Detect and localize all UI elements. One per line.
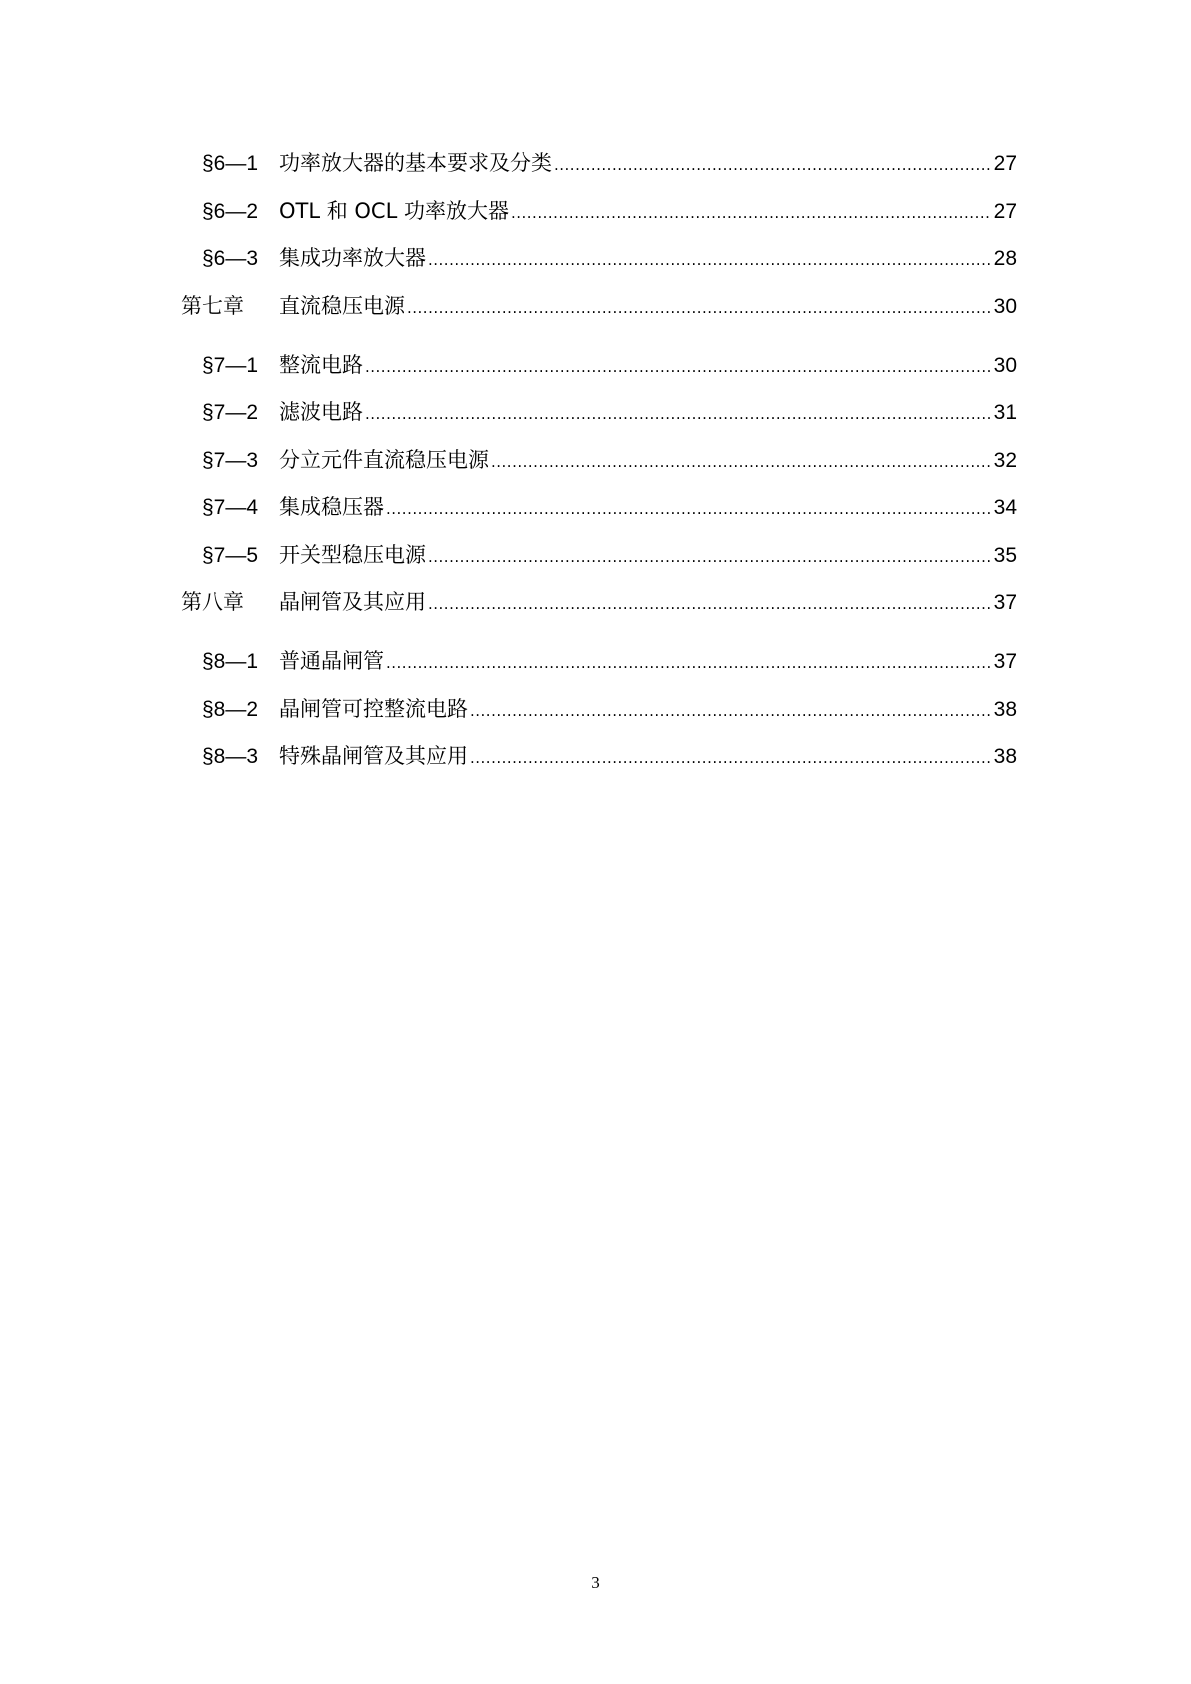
toc-entry-title: OTL 和 OCL 功率放大器 bbox=[279, 198, 509, 223]
toc-chapter-title: 晶闸管及其应用 bbox=[279, 590, 426, 614]
toc-entry-title: 分立元件直流稳压电源 bbox=[279, 447, 489, 472]
dot-leader bbox=[365, 401, 992, 427]
toc-entry-page: 38 bbox=[993, 697, 1017, 721]
toc-entry-title: 特殊晶闸管及其应用 bbox=[279, 744, 468, 768]
toc-entry-title: 集成功率放大器 bbox=[279, 246, 426, 270]
toc-entry-number: §7—3 bbox=[202, 448, 259, 472]
dot-leader bbox=[491, 449, 992, 475]
toc-entry-number: §6—2 bbox=[202, 199, 259, 223]
toc-entry-8-1[interactable] bbox=[181, 648, 1017, 696]
toc-entry-8-2[interactable] bbox=[181, 696, 1017, 744]
toc-chapter-number: 第八章 bbox=[181, 590, 244, 614]
dot-leader bbox=[386, 650, 992, 676]
toc-chapter-title: 直流稳压电源 bbox=[279, 293, 405, 318]
toc-entry-7-1[interactable] bbox=[181, 352, 1017, 400]
toc-entry-title: 集成稳压器 bbox=[279, 495, 384, 519]
toc-entry-title: 晶闸管可控整流电路 bbox=[279, 696, 468, 721]
dot-leader bbox=[428, 591, 992, 617]
toc-entry-number: §6—1 bbox=[202, 152, 259, 175]
toc-chapter-8[interactable] bbox=[181, 589, 1017, 648]
toc-chapter-number: 第七章 bbox=[181, 293, 244, 318]
toc-entry-number: §8—3 bbox=[202, 745, 259, 768]
toc-entry-title: 滤波电路 bbox=[279, 400, 363, 424]
toc-entry-7-3[interactable] bbox=[181, 447, 1017, 495]
dot-leader bbox=[554, 152, 992, 178]
toc-entry-number: §8—2 bbox=[202, 697, 259, 721]
toc-entry-page: 30 bbox=[993, 294, 1017, 318]
toc-entry-title: 整流电路 bbox=[279, 352, 363, 377]
toc-entry-number: §6—3 bbox=[202, 247, 259, 270]
toc-entry-page: 28 bbox=[993, 247, 1017, 270]
toc-entry-page: 37 bbox=[993, 591, 1017, 614]
toc-entry-number: §7—5 bbox=[202, 543, 259, 567]
dot-leader bbox=[511, 200, 992, 226]
toc-entry-number: §7—2 bbox=[202, 401, 259, 424]
page-number: 3 bbox=[591, 1573, 600, 1592]
toc-entry-title: 开关型稳压电源 bbox=[279, 542, 426, 567]
dot-leader bbox=[365, 354, 992, 380]
toc-entry-page: 32 bbox=[993, 448, 1017, 472]
toc-chapter-7[interactable] bbox=[181, 293, 1017, 352]
dot-leader bbox=[470, 745, 992, 771]
toc-entry-title: 普通晶闸管 bbox=[279, 649, 384, 673]
toc-entry-6-2[interactable] bbox=[181, 198, 1017, 246]
table-of-contents bbox=[181, 150, 1017, 791]
toc-entry-7-5[interactable] bbox=[181, 542, 1017, 590]
toc-entry-number: §7—4 bbox=[202, 496, 259, 519]
dot-leader bbox=[386, 496, 992, 522]
toc-entry-page: 27 bbox=[993, 199, 1017, 223]
toc-entry-page: 31 bbox=[993, 401, 1017, 424]
dot-leader bbox=[470, 698, 992, 724]
toc-entry-6-3[interactable] bbox=[181, 245, 1017, 293]
toc-entry-page: 27 bbox=[993, 152, 1017, 175]
toc-entry-title: 功率放大器的基本要求及分类 bbox=[279, 151, 552, 175]
dot-leader bbox=[407, 295, 992, 321]
toc-entry-number: §7—1 bbox=[202, 353, 259, 377]
toc-entry-6-1[interactable] bbox=[181, 150, 1017, 198]
dot-leader bbox=[428, 247, 992, 273]
toc-entry-8-3[interactable] bbox=[181, 743, 1017, 791]
toc-entry-page: 35 bbox=[993, 543, 1017, 567]
dot-leader bbox=[428, 544, 992, 570]
toc-entry-7-2[interactable] bbox=[181, 399, 1017, 447]
toc-entry-page: 38 bbox=[993, 745, 1017, 768]
toc-entry-page: 34 bbox=[993, 496, 1017, 519]
toc-entry-page: 37 bbox=[993, 650, 1017, 673]
toc-entry-page: 30 bbox=[993, 353, 1017, 377]
toc-entry-7-4[interactable] bbox=[181, 494, 1017, 542]
toc-entry-number: §8—1 bbox=[202, 650, 259, 673]
